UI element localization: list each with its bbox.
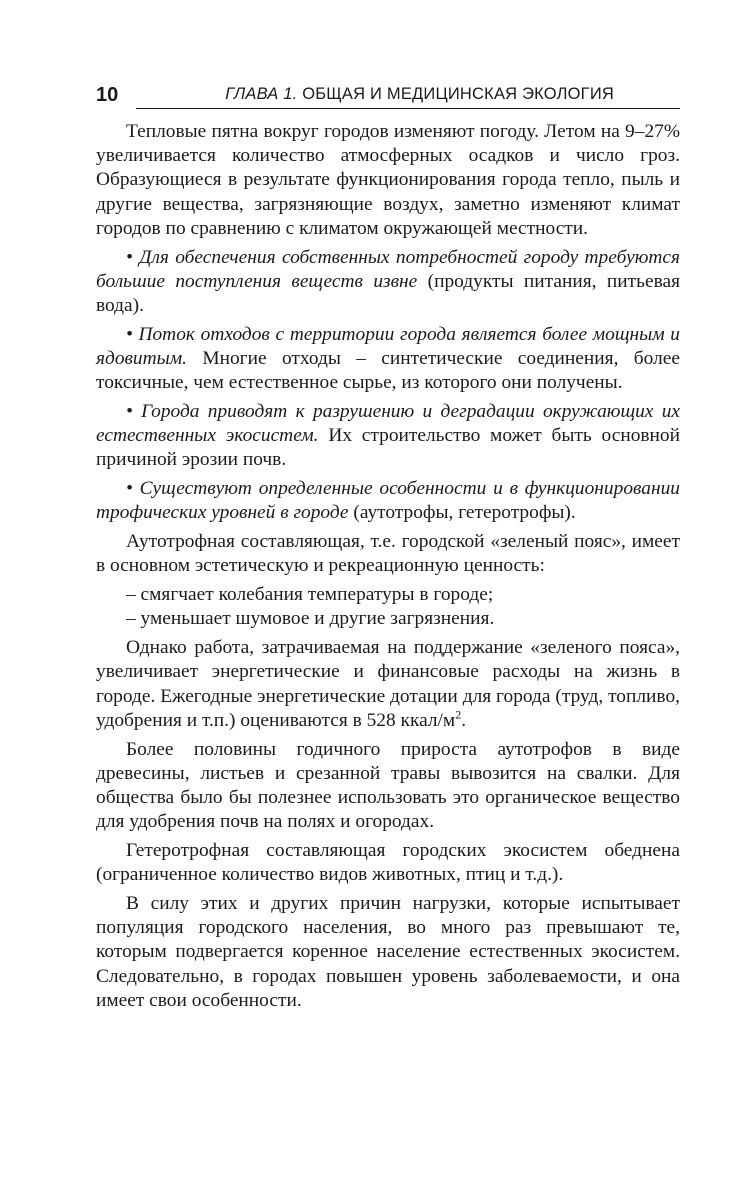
bullet-trophic-levels: [96, 477, 680, 525]
header-rule: [136, 108, 680, 109]
paragraph-green-belt: Аутотрофная составляющая, т.е. городской «зеленый пояс», имеет в основном эстетическую и рекреационную ценность:: [96, 531, 680, 577]
bullet-emphasis: • Существуют определенные особенности и в функционировании трофических уровней в городе: [96, 478, 680, 524]
running-title: [225, 82, 614, 106]
bullet-emphasis: • Города приводят к разрушению и деградации окружающих их естественных экосистем.: [96, 401, 680, 447]
page-number: 10: [96, 84, 119, 106]
chapter-prefix: ГЛАВА 1.: [225, 85, 298, 103]
bullet-text: (продукты питания, питьевая вода).: [96, 270, 680, 317]
paragraph-population-load: В силу этих и других причин нагрузки, которые испытывает популяция городского населения, во много раз превышают те, которым подвергается коренное население естественных экосистем. Следовательно, в городах повышен уровень заболеваемости, и она имеет свои особенности.: [96, 893, 680, 1011]
paragraph-heterotroph: Гетеротрофная составляющая городских экосистем обеднена (ограниченное количество видов животных, птиц и т.д.).: [96, 840, 680, 886]
body-text: [96, 120, 680, 1018]
paragraph-heat-islands: Тепловые пятна вокруг городов изменяют погоду. Летом на 9–27% увеличивается количество атмосферных осадков и число гроз. Образующиеся в результате функционирования города тепло, пыль и другие вещества, загрязняющие воздух, заметно изменяют климат городов по сравнению с климатом окружающей местности.: [96, 121, 680, 239]
bullet-resource-needs: [96, 246, 680, 319]
paragraph-energy-subsidies: [96, 636, 680, 733]
paragraph-end: .: [461, 709, 467, 731]
bullet-text: (аутотрофы, гетеротрофы).: [348, 502, 576, 524]
dash-item-temperature: – смягчает колебания температуры в городе;: [126, 584, 494, 606]
paragraph-autotroph-growth: Более половины годичного прироста аутотрофов в виде древесины, листьев и срезанной травы вывозится на свалки. Для общества было бы полезнее использовать это органическое вещество для удобрения почв на полях и огородах.: [96, 738, 680, 833]
dash-item-noise: – уменьшает шумовое и другие загрязнения.: [126, 608, 495, 630]
bullet-ecosystem-degradation: [96, 400, 680, 473]
bullet-text: Многие отходы – синтетические соединения, более токсичные, чем естественное сырье, из которого они получены.: [96, 348, 680, 394]
bullet-emphasis: • Для обеспечения собственных потребностей городу требуются большие поступления веществ извне: [96, 246, 680, 292]
page-header: [96, 82, 680, 110]
superscript: 2: [455, 707, 462, 722]
bullet-text: Их строительство может быть основной причиной эрозии почв.: [96, 425, 680, 471]
bullet-waste-flow: [96, 323, 680, 396]
paragraph-text: Однако работа, затрачиваемая на поддержание «зеленого пояса», увеличивает энергетические и финансовые расходы на жизнь в городе. Ежегодные энергетические дотации для города (труд, топливо, удобрения и т.п.) оцениваются в 528 ккал/м: [96, 637, 680, 731]
chapter-title: ОБЩАЯ И МЕДИЦИНСКАЯ ЭКОЛОГИЯ: [297, 85, 614, 103]
bullet-emphasis: • Поток отходов с территории города является более мощным и ядовитым.: [96, 323, 680, 370]
